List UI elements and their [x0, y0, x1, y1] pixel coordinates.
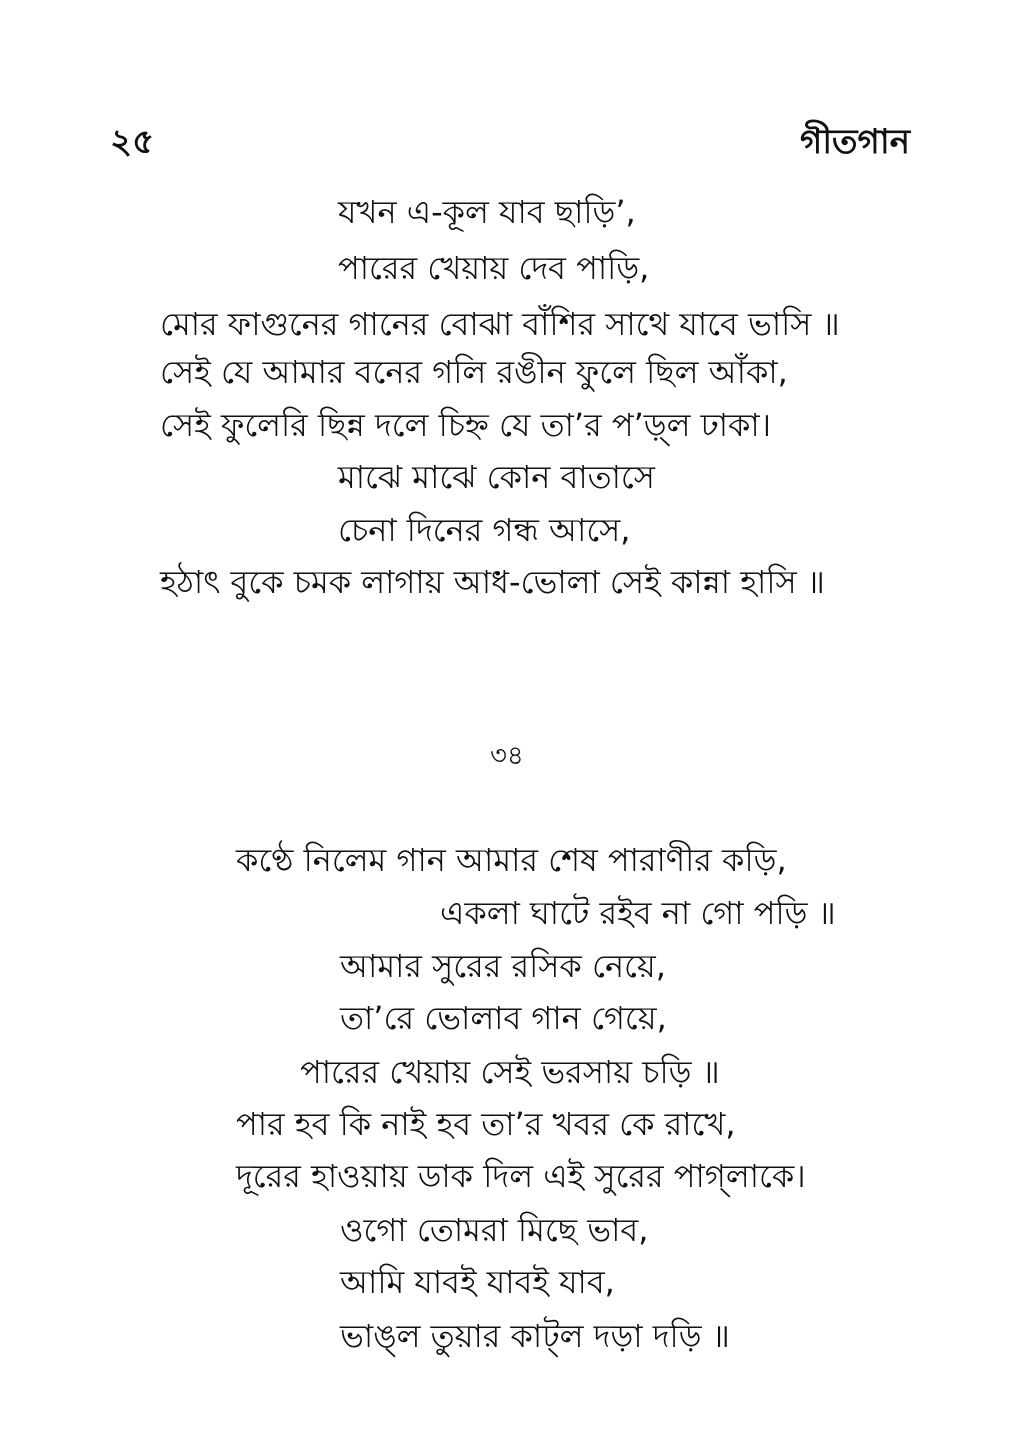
lyric-line: পারের খেয়ায় দেব পাড়ি, [338, 249, 650, 287]
lyric-line: সেই যে আমার বনের গলি রঙীন ফুলে ছিল আঁকা, [160, 353, 788, 391]
lyric-line: আমি যাবই যাবই যাব, [340, 1263, 615, 1301]
lyric-line: পার হব কি নাই হব তা’র খবর কে রাখে, [236, 1105, 736, 1143]
lyric-line: ওগো তোমরা মিছে ভাব, [340, 1211, 649, 1249]
lyric-line: মাঝে মাঝে কোন বাতাসে [338, 458, 655, 496]
lyric-line: চেনা দিনের গন্ধ আসে, [338, 511, 631, 549]
lyric-line: ভাঙ্‌ল তুয়ার কাট্‌ল দড়া দড়ি ॥ [340, 1317, 730, 1355]
lyric-line: মোর ফাগুনের গানের বোঝা বাঁশির সাথে যাবে ভাসি ॥ [160, 305, 840, 343]
lyric-line: সেই ফুলেরি ছিন্ন দলে চিহ্ন যে তা’র প’ড়্‌ল ঢাকা। [160, 406, 772, 444]
book-title: গীতগান [800, 122, 910, 162]
lyric-line: হঠাৎ বুকে চমক লাগায় আধ-ভোলা সেই কান্না হাসি ॥ [160, 563, 825, 601]
song-number: ৩৪ [490, 741, 524, 771]
lyric-line: একলা ঘাটে রইব না গো পড়ি ॥ [440, 894, 836, 932]
page-number: ২৫ [110, 122, 155, 162]
lyric-line: যখন এ-কূল যাব ছাড়ি’, [338, 193, 636, 231]
lyric-line: দূরের হাওয়ায় ডাক দিল এই সুরের পাগ্‌লাকে। [236, 1157, 806, 1195]
lyric-line: পারের খেয়ায় সেই ভরসায় চড়ি ॥ [300, 1053, 720, 1091]
lyric-line: তা’রে ভোলাব গান গেয়ে, [340, 999, 667, 1037]
lyric-line: আমার সুরের রসিক নেয়ে, [340, 947, 666, 985]
lyric-line: কণ্ঠে নিলেম গান আমার শেষ পারাণীর কড়ি, [236, 841, 787, 879]
